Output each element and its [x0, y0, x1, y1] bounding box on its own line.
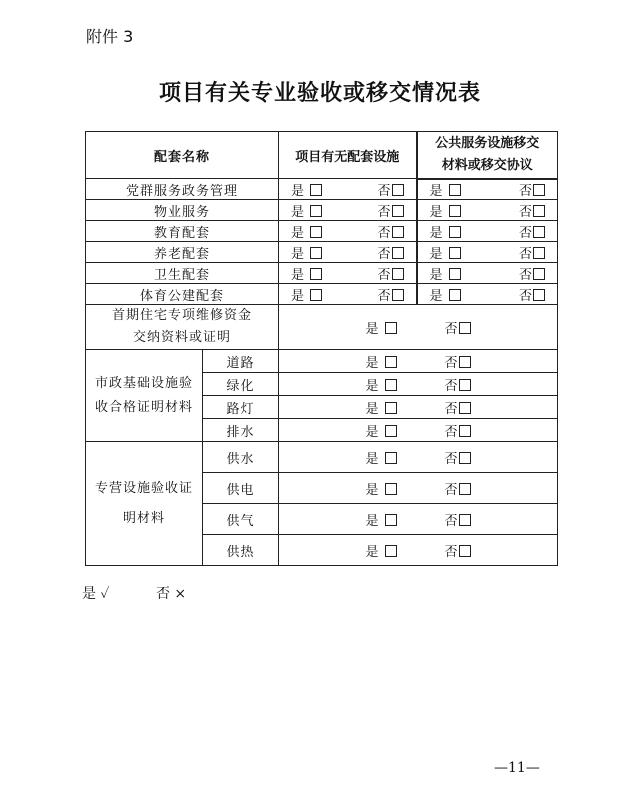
checkbox[interactable] — [385, 402, 397, 414]
yes-option[interactable]: 是 — [430, 264, 461, 283]
header-transfer-line2: 材料或移交协议 — [441, 157, 533, 173]
checkbox[interactable] — [533, 268, 545, 280]
table-row — [86, 179, 558, 200]
checkbox[interactable] — [459, 379, 471, 391]
no-option[interactable]: 否 — [519, 201, 545, 220]
table-header-row — [86, 132, 558, 179]
yes-option[interactable]: 是 — [291, 264, 322, 283]
no-option[interactable]: 否 — [378, 180, 404, 199]
utility-item: 供电 — [203, 473, 279, 504]
no-option[interactable]: 否 — [519, 285, 545, 304]
transfer-cell — [417, 179, 558, 200]
transfer-cell — [417, 200, 558, 221]
table-row — [86, 263, 558, 284]
municipal-group-line2: 收合格证明材料 — [94, 399, 193, 415]
checkbox[interactable] — [533, 226, 545, 238]
no-option[interactable]: 否 — [519, 264, 545, 283]
maintenance-fund-line1: 首期住宅专项维修资金 — [112, 308, 253, 323]
header-facility-name: 配套名称 — [86, 132, 279, 179]
checkbox[interactable] — [310, 268, 322, 280]
checkbox[interactable] — [392, 289, 404, 301]
header-transfer-line1: 公共服务设施移交 — [435, 135, 540, 151]
checkbox[interactable] — [310, 226, 322, 238]
checkbox[interactable] — [459, 452, 471, 464]
checkbox[interactable] — [459, 356, 471, 368]
page-number: —11— — [494, 760, 540, 776]
has-facility-cell — [279, 179, 417, 200]
yes-option[interactable]: 是 — [291, 243, 322, 262]
no-option[interactable]: 否 — [445, 510, 471, 529]
has-facility-cell — [279, 263, 417, 284]
yes-option[interactable]: 是 — [430, 201, 461, 220]
utility-item: 供热 — [203, 535, 279, 566]
yes-option[interactable]: 是 — [366, 352, 397, 371]
maintenance-fund-row — [86, 305, 558, 350]
checkbox[interactable] — [449, 247, 461, 259]
utility-options — [279, 473, 558, 504]
checkbox[interactable] — [533, 289, 545, 301]
no-option[interactable]: 否 — [378, 222, 404, 241]
maintenance-fund-options — [279, 305, 558, 350]
yes-option[interactable]: 是 — [366, 448, 397, 467]
attachment-label: 附件 3 — [86, 27, 134, 46]
checkbox[interactable] — [392, 184, 404, 196]
no-option[interactable]: 否 — [445, 375, 471, 394]
checkbox[interactable] — [385, 356, 397, 368]
checkbox[interactable] — [533, 184, 545, 196]
checkbox[interactable] — [385, 514, 397, 526]
transfer-cell — [417, 263, 558, 284]
yes-option[interactable]: 是 — [366, 541, 397, 560]
table-row — [86, 284, 558, 305]
table-row — [86, 442, 558, 473]
checkbox[interactable] — [392, 268, 404, 280]
municipal-item: 路灯 — [203, 396, 279, 419]
checkbox[interactable] — [385, 452, 397, 464]
has-facility-cell — [279, 242, 417, 263]
yes-option[interactable]: 是 — [430, 222, 461, 241]
checkbox[interactable] — [310, 247, 322, 259]
no-option[interactable]: 否 — [445, 479, 471, 498]
checkbox[interactable] — [385, 425, 397, 437]
no-option[interactable]: 否 — [445, 352, 471, 371]
legend-yes: 是 ✓ — [82, 586, 110, 602]
acceptance-transfer-table — [85, 131, 558, 566]
utilities-group-line2: 明材料 — [122, 510, 165, 526]
checkbox[interactable] — [310, 205, 322, 217]
municipal-item: 绿化 — [203, 373, 279, 396]
transfer-cell — [417, 284, 558, 305]
checkbox[interactable] — [449, 226, 461, 238]
checkbox[interactable] — [310, 184, 322, 196]
has-facility-cell — [279, 284, 417, 305]
document-title: 项目有关专业验收或移交情况表 — [158, 80, 481, 106]
checkbox[interactable] — [385, 545, 397, 557]
transfer-cell — [417, 242, 558, 263]
municipal-options — [279, 350, 558, 373]
yes-option[interactable]: 是 — [366, 318, 397, 337]
has-facility-cell — [279, 221, 417, 242]
table-row — [86, 200, 558, 221]
yes-option[interactable]: 是 — [291, 201, 322, 220]
checkbox[interactable] — [310, 289, 322, 301]
facility-name: 物业服务 — [86, 200, 279, 221]
checkbox[interactable] — [459, 483, 471, 495]
municipal-options — [279, 419, 558, 442]
legend-no: 否 × — [155, 586, 187, 602]
no-option[interactable]: 否 — [445, 421, 471, 440]
municipal-item: 排水 — [203, 419, 279, 442]
checkbox[interactable] — [449, 205, 461, 217]
facility-name: 卫生配套 — [86, 263, 279, 284]
no-option[interactable]: 否 — [378, 264, 404, 283]
legend — [82, 583, 228, 603]
yes-option[interactable]: 是 — [366, 375, 397, 394]
checkbox[interactable] — [385, 379, 397, 391]
municipal-options — [279, 373, 558, 396]
municipal-item: 道路 — [203, 350, 279, 373]
utilities-group-label — [86, 442, 203, 566]
has-facility-cell — [279, 200, 417, 221]
utility-options — [279, 442, 558, 473]
no-option[interactable]: 否 — [378, 201, 404, 220]
table-row — [86, 350, 558, 373]
table-row — [86, 242, 558, 263]
table-row — [86, 221, 558, 242]
checkbox[interactable] — [459, 425, 471, 437]
utility-options — [279, 504, 558, 535]
checkbox[interactable] — [459, 545, 471, 557]
checkbox[interactable] — [459, 322, 471, 334]
yes-option[interactable]: 是 — [430, 243, 461, 262]
checkbox[interactable] — [459, 514, 471, 526]
facility-name: 体育公建配套 — [86, 284, 279, 305]
yes-option[interactable]: 是 — [291, 180, 322, 199]
no-option[interactable]: 否 — [445, 448, 471, 467]
checkbox[interactable] — [385, 483, 397, 495]
facility-name: 教育配套 — [86, 221, 279, 242]
no-option[interactable]: 否 — [519, 180, 545, 199]
no-option[interactable]: 否 — [445, 398, 471, 417]
yes-option[interactable]: 是 — [366, 479, 397, 498]
maintenance-fund-line2: 交纳资料或证明 — [133, 330, 232, 345]
municipal-group-label — [86, 350, 203, 442]
checkbox[interactable] — [533, 247, 545, 259]
yes-option[interactable]: 是 — [430, 285, 461, 304]
checkbox[interactable] — [392, 205, 404, 217]
checkbox[interactable] — [449, 289, 461, 301]
yes-option[interactable]: 是 — [366, 398, 397, 417]
checkbox[interactable] — [449, 268, 461, 280]
utility-item: 供水 — [203, 442, 279, 473]
checkbox[interactable] — [533, 205, 545, 217]
yes-option[interactable]: 是 — [291, 222, 322, 241]
checkbox[interactable] — [459, 402, 471, 414]
utilities-group-line1: 专营设施验收证 — [94, 480, 193, 496]
utility-options — [279, 535, 558, 566]
header-transfer-materials — [417, 132, 558, 179]
yes-option[interactable]: 是 — [366, 421, 397, 440]
no-option[interactable]: 否 — [519, 222, 545, 241]
maintenance-fund-label — [86, 305, 279, 350]
checkbox[interactable] — [449, 184, 461, 196]
yes-option[interactable]: 是 — [430, 180, 461, 199]
yes-option[interactable]: 是 — [366, 510, 397, 529]
municipal-options — [279, 396, 558, 419]
header-has-facility: 项目有无配套设施 — [279, 132, 417, 179]
transfer-cell — [417, 221, 558, 242]
utility-item: 供气 — [203, 504, 279, 535]
no-option[interactable]: 否 — [445, 318, 471, 337]
checkbox[interactable] — [385, 322, 397, 334]
no-option[interactable]: 否 — [445, 541, 471, 560]
municipal-group-line1: 市政基础设施验 — [94, 375, 193, 391]
checkbox[interactable] — [392, 226, 404, 238]
facility-name: 养老配套 — [86, 242, 279, 263]
no-option[interactable]: 否 — [378, 285, 404, 304]
no-option[interactable]: 否 — [519, 243, 545, 262]
yes-option[interactable]: 是 — [291, 285, 322, 304]
facility-name: 党群服务政务管理 — [86, 179, 279, 200]
no-option[interactable]: 否 — [378, 243, 404, 262]
checkbox[interactable] — [392, 247, 404, 259]
